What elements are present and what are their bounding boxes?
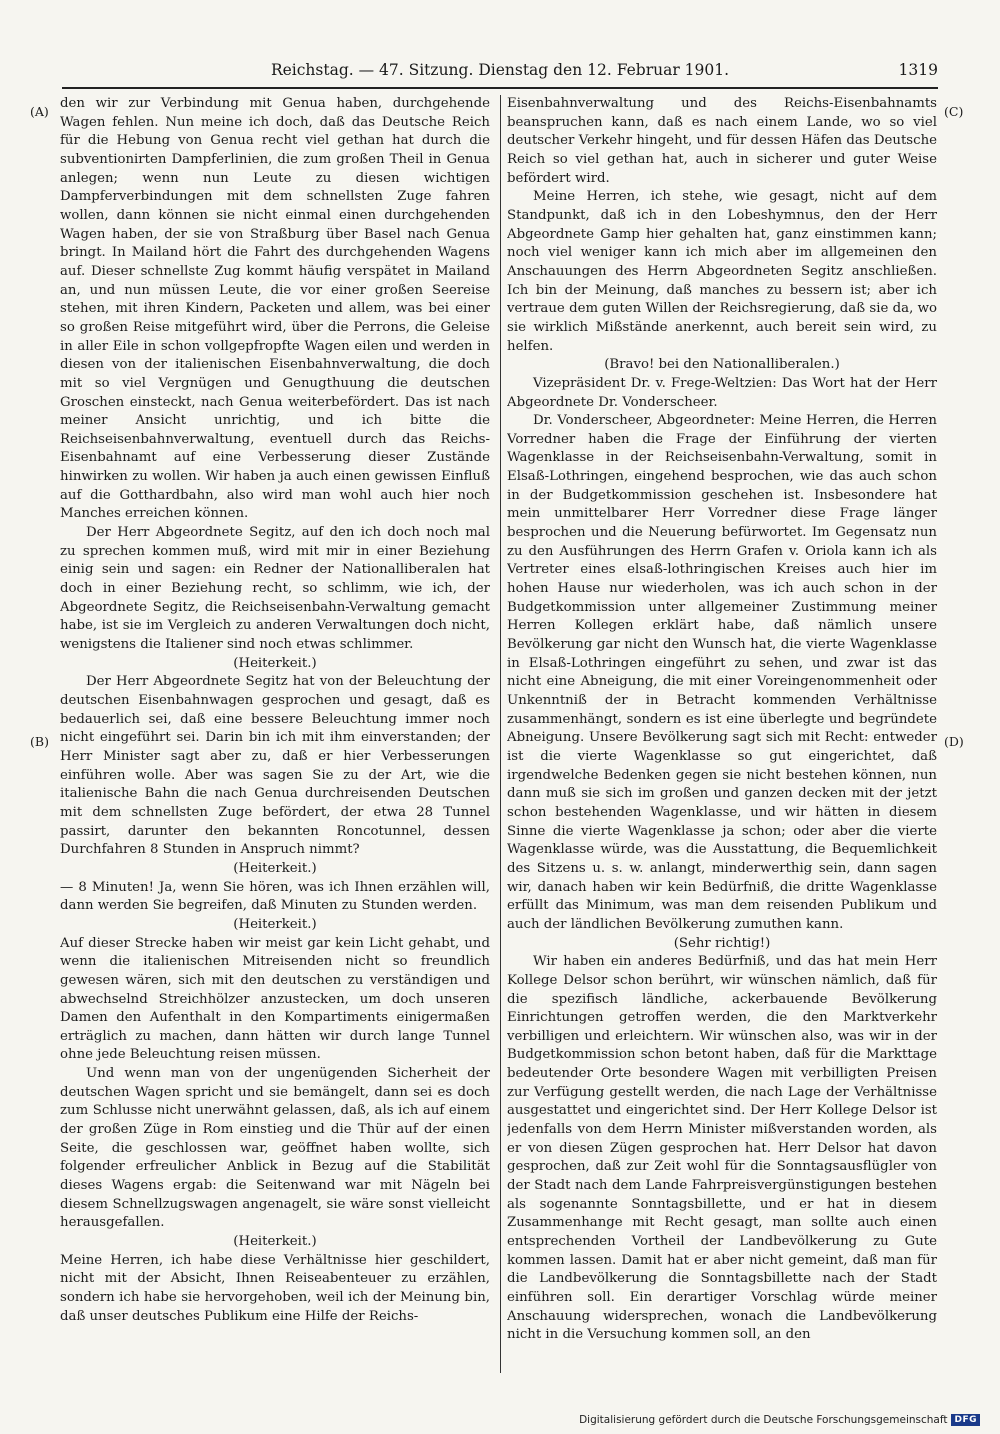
paragraph: Meine Herren, ich habe diese Verhältnisse hier geschildert, nicht mit der Absicht, Ihnen Reiseabenteuer zu erzählen, sondern ich habe sie hervorgehoben, weil ich der Meinung bin, daß unser deutsches Publikum eine Hilfe der Reichs-: [60, 1252, 490, 1324]
paragraph: Der Herr Abgeordnete Segitz hat von der Beleuchtung der deutschen Eisenbahnwagen gesprochen und gesagt, daß es bedauerlich sei, daß eine bessere Beleuchtung immer noch nicht eingeführt sei. Darin bin ich mit ihm einverstanden; der Herr Minister sagt aber zu, daß er hier Verbesserungen einführen wolle. Aber was sagen Sie zu der Art, wie die italienische Bahn die nach Genua durchreisenden Deutschen mit dem schnellsten Zuge befördert, der etwa 28 Tunnel passirt, darunter den bekannten Roncotunnel, dessen Durchfahren 8 Stunden in Anspruch nimmt?: [60, 674, 490, 858]
paragraph: Wir haben ein anderes Bedürfniß, und das hat mein Herr Kollege Delsor schon berührt, wir wünschen nämlich, daß für die spezifisch ländliche, ackerbauende Bevölkerung Einrichtungen getroffen werden, die den Marktverkehr verbilligen und erleichtern. Wir wünschen also, was wir in der Budgetkommission schon betont haben, daß für die Markttage bedeutender Orte besondere Wagen mit verbilligten Preisen zur Verfügung gestellt werden, die nach Lage der Verhältnisse ausgestattet und eingerichtet sind. Der Herr Kollege Delsor ist jedenfalls von dem Herrn Minister mißverstanden worden, als er von diesen Zügen gesprochen hat. Herr Delsor hat davon gesprochen, daß zur Zeit wohl für die Sonntagsausflügler von der Stadt nach dem Lande Fahrpreisvergünstigungen bestehen als sogenannte Sonntagsbillette, und er hat in diesem Zusammenhange mit Recht gesagt, man sollte auch einen entsprechenden Vortheil der Landbevölkerung zu Gute kommen lassen. Damit hat er aber nicht gemeint, daß man für die Landbevölkerung die Sonntagsbillette nach der Stadt einführen soll. Ein derartiger Vorschlag würde meiner Anschauung widersprechen, wonach die Landbevölkerung nicht in die Versuchung kommen soll, an den: [507, 954, 937, 1343]
speaker-paragraph: Dr. Vonderscheer, Abgeordneter: Meine Herren, die Herren Vorredner haben die Frage der Einführung der vierten Wagenklasse in der Reichseisenbahn-Verwaltung, somit in Elsaß-Lothringen, eingehend besprochen, wie das auch schon in der Budgetkommission geschehen ist. Insbesondere hat mein unmittelbarer Herr Vorredner diese Frage länger besprochen und die Neuerung befürwortet. Im Gegensatz nun zu den Ausführungen des Herrn Grafen v. Oriola kann ich als Vertreter eines elsaß-lothringischen Kreises auch hier im hohen Hause nur wiederholen, was ich auch schon in der Budgetkommission unter allgemeiner Zustimmung meiner Herren Kollegen erklärt habe, daß nämlich unsere Bevölkerung gar nicht den Wunsch hat, die vierte Wagenklasse in Elsaß-Lothringen eingeführt zu sehen, und zwar ist das nicht eine Abneigung, die mit einer Voreingenommenheit oder Unkenntniß der in Betracht kommenden Verhältnisse zusammenhängt, sondern es ist eine überlegte und begründete Abneigung. Unsere Bevölkerung sagt sich mit Recht: entweder ist die vierte Wagenklasse so gut eingerichtet, daß irgendwelche Bedenken gegen sie nicht bestehen können, nun dann muß sie sich im großen und ganzen decken mit der jetzt schon bestehenden Wagenklasse, und wir hätten in diesem Sinne die vierte Wagenklasse ja schon; oder aber die vierte Wagenklasse würde, was die Ausstattung, die Bequemlichkeit des Sitzens u. s. w. anlangt, minderwerthig sein, dann sagen wir, danach haben wir kein Bedürfniß, die dritte Wagenklasse erfüllt das Minimum, was man dem reisenden Publikum und auch der ländlichen Bevölkerung zumuthen kann.: [507, 413, 937, 932]
header-title: Reichstag. — 47. Sitzung. Dienstag den 12. Februar 1901.: [270, 61, 730, 79]
paragraph: Auf dieser Strecke haben wir meist gar kein Licht gehabt, und wenn die italienischen Mitreisenden nicht so freundlich gewesen wären, sich mit den deutschen zu verständigen und abwechselnd Streichhölzer anzustecken, um doch unseren Damen den Aufenthalt in den Kompartiments einigermaßen erträglich zu machen, dann hätten wir durch lange Tunnel ohne jede Beleuchtung reisen müssen.: [60, 935, 490, 1063]
page-header: [62, 55, 938, 89]
footer-credit: Digitalisierung gefördert durch die Deutsche Forschungsgemeinschaft: [579, 1414, 948, 1426]
interjection: (Heiterkeit.): [233, 1234, 317, 1250]
footer: [579, 1414, 980, 1426]
dfg-logo: DFG: [951, 1414, 980, 1426]
interjection: (Bravo! bei den Nationalliberalen.): [604, 357, 840, 373]
interjection: (Heiterkeit.): [233, 655, 317, 671]
speaker-paragraph: Vizepräsident Dr. v. Frege-Weltzien: Das Wort hat der Herr Abgeordnete Dr. Vonderscheer.: [507, 375, 937, 410]
interjection: (Sehr richtig!): [673, 935, 771, 951]
paragraph: Der Herr Abgeordnete Segitz, auf den ich doch noch mal zu sprechen kommen muß, wird mit mir in einer Beziehung einig sein und sagen: ein Redner der Nationalliberalen hat doch in einer Beziehung recht, so schlimm, wie ich, der Abgeordnete Segitz, die Reichseisenbahn-Verwaltung gemacht habe, ist sie im Vergleich zu anderen Verwaltungen doch nicht, wenigstens die Italiener sind noch etwas schlimmer.: [60, 525, 490, 653]
interjection: (Heiterkeit.): [233, 860, 317, 876]
interjection: (Heiterkeit.): [233, 916, 317, 932]
left-column: [60, 95, 490, 1387]
paragraph: den wir zur Verbindung mit Genua haben, durchgehende Wagen fehlen. Nun meine ich doch, daß das Deutsche Reich für die Hebung von Genua recht viel gethan hat durch die subventionirten Dampferlinien, die zum großen Theil in Genua anlegen; wenn nun Leute zu diesen wichtigen Dampferverbindungen mit dem schnellsten Zuge fahren wollen, dann können sie nicht einmal einen durchgehenden Wagen haben, der sie von Straßburg über Basel nach Genua bringt. In Mailand hört die Fahrt des durchgehenden Wagens auf. Dieser schnellste Zug kommt häufig verspätet in Mailand an, und nun müssen Leute, die vor einer großen Seereise stehen, mit ihren Kindern, Packeten und allem, was bei einer so großen Reise mitgeführt wird, über die Perrons, die Geleise in aller Eile in schon vollgepfropfte Wagen eilen und werden in diesen von der italienischen Eisenbahnverwaltung, die doch mit so viel Vergnügen und Genugthuung die deutschen Groschen einsteckt, nach Genua weiterbefördert. Das ist nach meiner Ansicht unrichtig, und ich bitte die Reichseisenbahnverwaltung, eventuell durch das Reichs-Eisenbahnamt auf eine Verbesserung dieser Zustände hinwirken zu wollen. Wir haben ja auch einen gewissen Einfluß auf die Gotthardbahn, also wird man wohl auch hier noch Manches erreichen können.: [60, 96, 490, 522]
paragraph: — 8 Minuten! Ja, wenn Sie hören, was ich Ihnen erzählen will, dann werden Sie begreifen, daß Minuten zu Stunden werden.: [60, 879, 490, 914]
margin-marker-d: (D): [944, 734, 964, 749]
margin-marker-c: (C): [944, 104, 964, 119]
column-divider: [500, 95, 501, 1373]
paragraph: Und wenn man von der ungenügenden Sicherheit der deutschen Wagen spricht und sie bemängelt, dann sei es doch zum Schlusse nicht unerwähnt gelassen, daß, als ich auf einem der großen Züge in Rom einstieg und die Thür auf der einen Seite, die geschlossen war, geöffnet haben wollte, sich folgender erfreulicher Anblick in Bezug auf die Stabilität dieses Wagens ergab: die Seitenwand war mit Nägeln bei diesem Schnellzugswagen angenagelt, sie wäre sonst vielleicht herausgefallen.: [60, 1066, 490, 1231]
margin-marker-a: (A): [30, 104, 49, 119]
right-column: [507, 95, 937, 1387]
page-number: 1319: [898, 61, 938, 79]
paragraph: Meine Herren, ich stehe, wie gesagt, nicht auf dem Standpunkt, daß ich in den Lobeshymnus, den der Herr Abgeordnete Gamp hier gehalten hat, ganz einstimmen kann; noch viel weniger kann ich mich aber im allgemeinen den Anschauungen des Herrn Abgeordneten Segitz anschließen. Ich bin der Meinung, daß manches zu bessern ist; aber ich vertraue dem guten Willen der Reichsregierung, daß sie da, wo sie wirklich Mißstände anerkennt, auch bereit sein wird, zu helfen.: [507, 189, 937, 354]
margin-marker-b: (B): [30, 734, 49, 749]
paragraph: Eisenbahnverwaltung und des Reichs-Eisenbahnamts beanspruchen kann, daß es nach einem Lande, wo so viel deutscher Verkehr hingeht, und für dessen Häfen das Deutsche Reich so viel gethan hat, auch in sicherer und guter Weise befördert wird.: [507, 96, 937, 186]
